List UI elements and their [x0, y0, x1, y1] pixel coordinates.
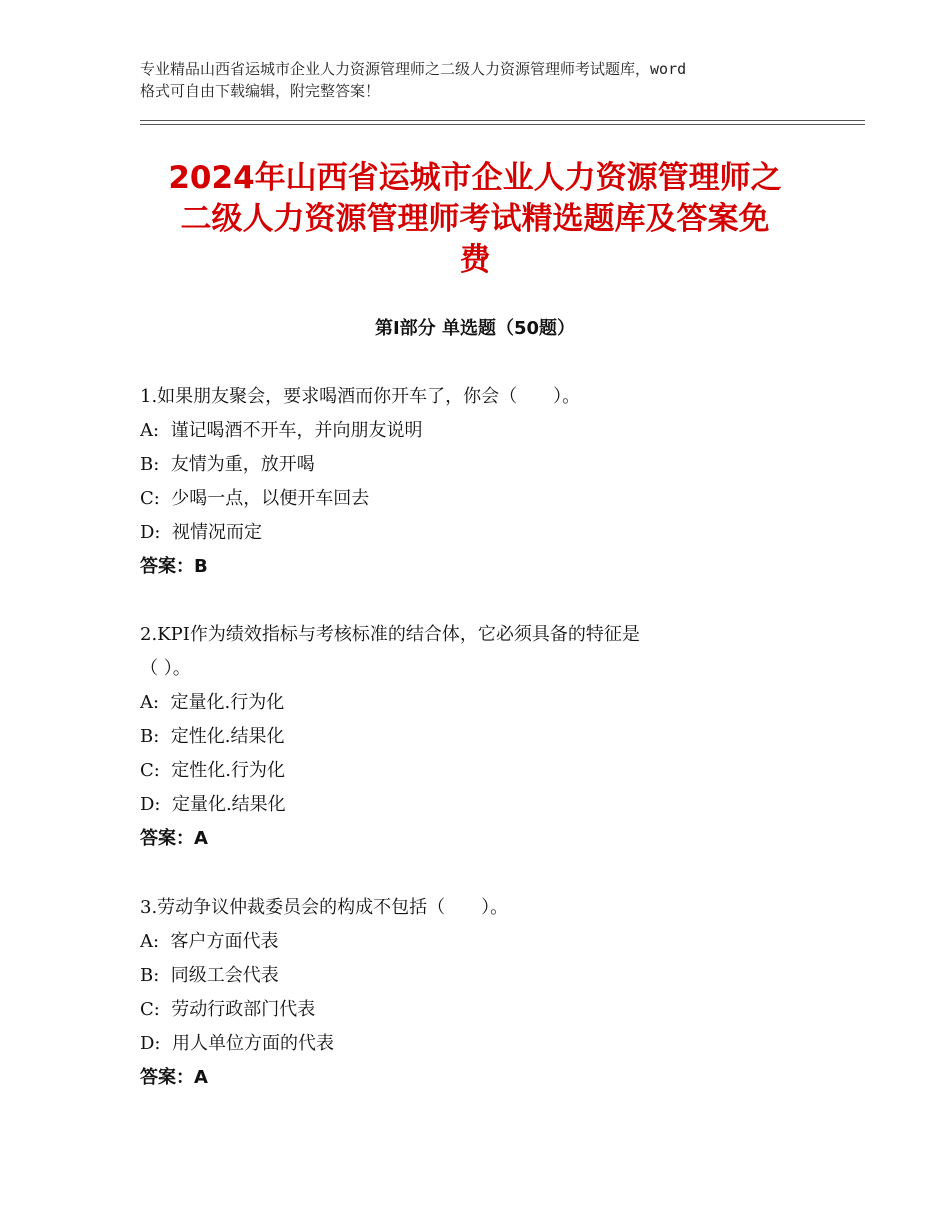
- option-b: B: 友情为重，放开喝: [140, 454, 315, 475]
- answer-value: A: [194, 828, 208, 849]
- option-c: C: 劳动行政部门代表: [140, 999, 316, 1020]
- header-note-line-1: 专业精品山西省运城市企业人力资源管理师之二级人力资源管理师考试题库，word: [140, 60, 687, 78]
- title-line-1: 2024年山西省运城市企业人力资源管理师之: [168, 160, 782, 196]
- title-line-3: 费: [459, 242, 491, 278]
- question-stem: 1.如果朋友聚会，要求喝酒而你开车了，你会（ ）。: [140, 386, 581, 407]
- answer-line: [140, 550, 830, 584]
- answer-line: [140, 822, 830, 856]
- answer-value: A: [194, 1067, 208, 1088]
- option-d: D: 用人单位方面的代表: [140, 1033, 334, 1054]
- question-2: [140, 618, 830, 856]
- answer-label: 答案：: [140, 556, 194, 577]
- question-stem-continued: （ ）。: [140, 658, 191, 679]
- question-stem: 3.劳动争议仲裁委员会的构成不包括（ ）。: [140, 897, 509, 918]
- header-note-line-2: 格式可自由下载编辑，附完整答案！: [140, 82, 381, 100]
- option-d: D: 视情况而定: [140, 522, 262, 543]
- question-stem: 2.KPI作为绩效指标与考核标准的结合体，它必须具备的特征是: [140, 624, 640, 645]
- answer-line: [140, 1061, 830, 1095]
- header-note: [140, 58, 830, 102]
- option-b: B: 定性化.结果化: [140, 726, 285, 747]
- question-1: [140, 380, 830, 584]
- option-a: A: 谨记喝酒不开车，并向朋友说明: [140, 420, 423, 441]
- option-c: C: 定性化.行为化: [140, 760, 286, 781]
- question-3: [140, 891, 830, 1095]
- document-title: [100, 158, 850, 281]
- title-line-2: 二级人力资源管理师考试精选题库及答案免: [180, 201, 770, 237]
- header-divider: [140, 120, 865, 125]
- option-a: A: 定量化.行为化: [140, 692, 285, 713]
- answer-label: 答案：: [140, 1067, 194, 1088]
- section-heading: 第Ⅰ部分 单选题（50题）: [374, 318, 575, 339]
- answer-label: 答案：: [140, 828, 194, 849]
- answer-value: B: [194, 556, 208, 577]
- option-d: D: 定量化.结果化: [140, 794, 286, 815]
- option-a: A: 客户方面代表: [140, 931, 279, 952]
- option-c: C: 少喝一点，以便开车回去: [140, 488, 370, 509]
- option-b: B: 同级工会代表: [140, 965, 279, 986]
